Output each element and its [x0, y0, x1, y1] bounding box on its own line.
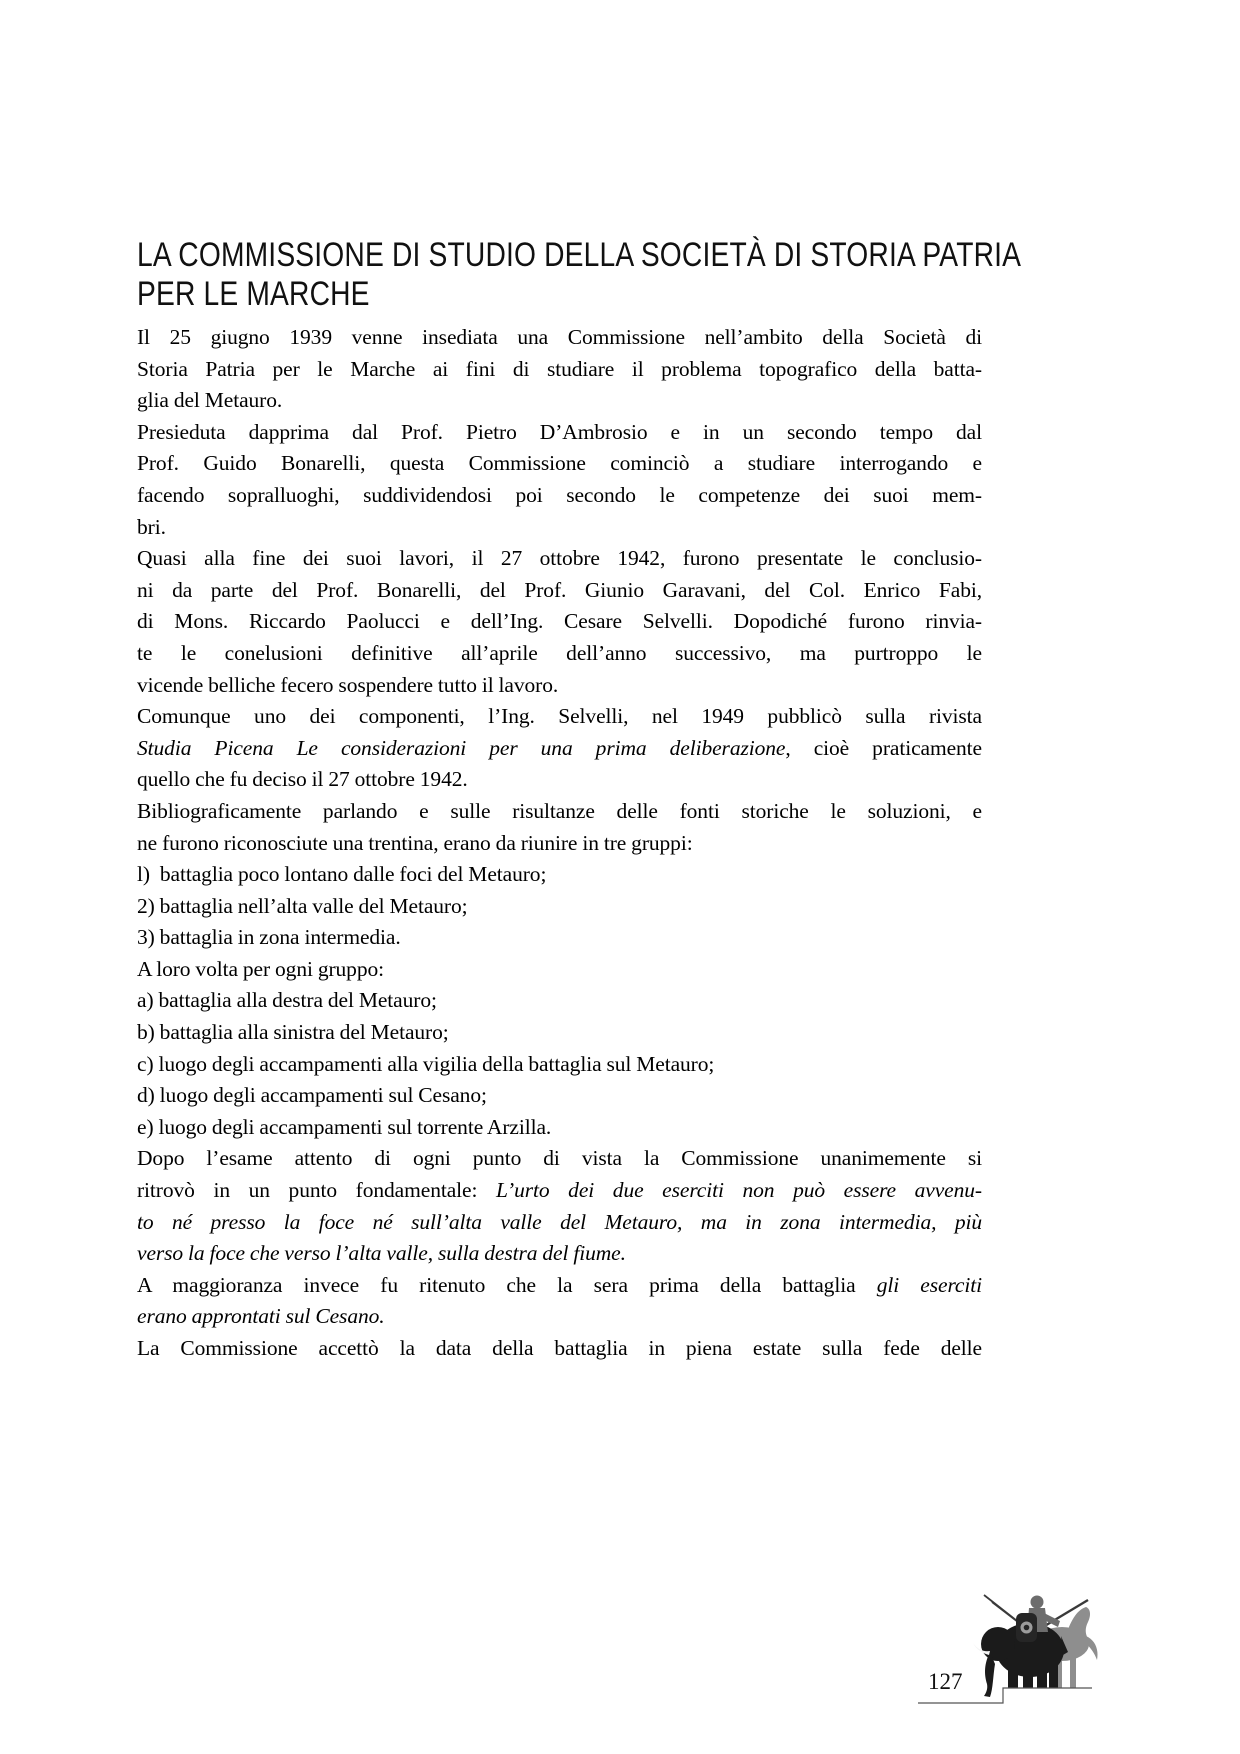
text-line [137, 448, 982, 480]
text-line [137, 543, 982, 575]
text-segment: l) battaglia poco lontano dalle foci del Metauro; [137, 862, 547, 887]
text-line [137, 1333, 982, 1365]
section-title [137, 236, 1037, 314]
text-segment: facendo sopralluoghi, suddividendosi poi secondo le competenze dei suoi mem- [137, 482, 982, 507]
italic-text-segment: verso la foce che verso l’alta valle, sulla destra del fiume. [137, 1241, 626, 1266]
text-line [137, 828, 982, 860]
text-line [137, 1049, 982, 1081]
page-number: 127 [928, 1669, 963, 1694]
text-segment: quello che fu deciso il 27 ottobre 1942. [137, 767, 468, 792]
text-line [137, 1143, 982, 1175]
text-segment: 3) battaglia in zona intermedia. [137, 925, 401, 950]
text-line [137, 891, 982, 923]
text-segment: A maggioranza invece fu ritenuto che la sera prima della battaglia [137, 1272, 877, 1297]
text-segment: d) luogo degli accampamenti sul Cesano; [137, 1083, 487, 1108]
section-title-line-2: PER LE MARCHE [137, 275, 370, 313]
text-segment: Quasi alla fine dei suoi lavori, il 27 ottobre 1942, furono presentate le conclusio- [137, 546, 982, 571]
text-line [137, 733, 982, 765]
text-line [137, 1238, 982, 1270]
text-segment: 2) battaglia nell’alta valle del Metauro; [137, 893, 468, 918]
text-line [137, 859, 982, 891]
text-segment: La Commissione accettò la data della battaglia in piena estate sulla fede delle [137, 1336, 982, 1360]
text-segment: ni da parte del Prof. Bonarelli, del Prof. Giunio Garavani, del Col. Enrico Fabi, [137, 577, 982, 602]
text-line [137, 1270, 982, 1302]
text-line [137, 322, 982, 354]
text-line [137, 670, 982, 702]
text-line [137, 954, 982, 986]
body-text [137, 322, 982, 1365]
text-line [137, 796, 982, 828]
text-line [137, 480, 982, 512]
text-segment: Storia Patria per le Marche ai fini di studiare il problema topografico della batta- [137, 356, 982, 381]
text-line [137, 638, 982, 670]
italic-text-segment: Studia Picena Le considerazioni per una prima deliberazione [137, 735, 786, 760]
text-segment: ne furono riconosciute una trentina, erano da riunire in tre gruppi: [137, 830, 693, 855]
text-line [137, 1112, 982, 1144]
text-segment: Comunque uno dei componenti, l’Ing. Selvelli, nel 1949 pubblicò sulla rivista [137, 704, 982, 729]
text-segment: di Mons. Riccardo Paolucci e dell’Ing. Cesare Selvelli. Dopodiché furono rinvia- [137, 609, 982, 634]
text-line [137, 385, 982, 417]
text-segment: ritrovò in un punto fondamentale: [137, 1178, 496, 1203]
text-segment: Prof. Guido Bonarelli, questa Commissione cominciò a studiare interrogando e [137, 451, 982, 476]
text-line [137, 575, 982, 607]
text-line [137, 1207, 982, 1239]
text-line [137, 417, 982, 449]
text-line [137, 1301, 982, 1333]
section-title-line-1: LA COMMISSIONE DI STUDIO DELLA SOCIETÀ DI STORIA PATRIA [137, 236, 1022, 274]
text-line [137, 512, 982, 544]
text-line [137, 922, 982, 954]
italic-text-segment: L’urto dei due eserciti non può essere avvenu- [495, 1178, 982, 1203]
text-segment: Bibliograficamente parlando e sulle risultanze delle fonti storiche le soluzioni, e [137, 798, 982, 823]
text-segment: Presieduta dapprima dal Prof. Pietro D’Ambrosio e in un secondo tempo dal [137, 419, 982, 444]
text-line [137, 764, 982, 796]
text-line [137, 1017, 982, 1049]
text-line [137, 701, 982, 733]
text-line [137, 985, 982, 1017]
text-segment: bri. [137, 514, 166, 539]
text-segment: b) battaglia alla sinistra del Metauro; [137, 1020, 449, 1045]
text-segment: A loro volta per ogni gruppo: [137, 956, 384, 981]
text-line [137, 606, 982, 638]
shield-icon [1016, 1613, 1037, 1642]
text-segment: c) luogo degli accampamenti alla vigilia della battaglia sul Metauro; [137, 1051, 715, 1076]
text-segment: a) battaglia alla destra del Metauro; [137, 988, 437, 1013]
text-segment: te le conelusioni definitive all’aprile dell’anno successivo, ma purtroppo le [137, 640, 982, 665]
italic-text-segment: gli eserciti [876, 1272, 982, 1297]
text-segment: , cioè praticamente [785, 735, 983, 760]
text-line [137, 1080, 982, 1112]
text-line [137, 1175, 982, 1207]
italic-text-segment: to né presso la foce né sull’alta valle del Metauro, ma in zona intermedia, più [137, 1209, 982, 1234]
italic-text-segment: erano approntati sul Cesano. [137, 1304, 385, 1329]
text-segment: Il 25 giugno 1939 venne insediata una Commissione nell’ambito della Società di [137, 325, 982, 349]
text-segment: Dopo l’esame attento di ogni punto di vista la Commissione unanimemente si [137, 1146, 982, 1171]
text-segment: vicende belliche fecero sospendere tutto il lavoro. [137, 672, 559, 697]
text-segment: e) luogo degli accampamenti sul torrente Arzilla. [137, 1114, 552, 1139]
text-segment: glia del Metauro. [137, 388, 283, 413]
war-elephant-with-riders-icon [880, 1552, 1110, 1708]
text-line [137, 354, 982, 386]
